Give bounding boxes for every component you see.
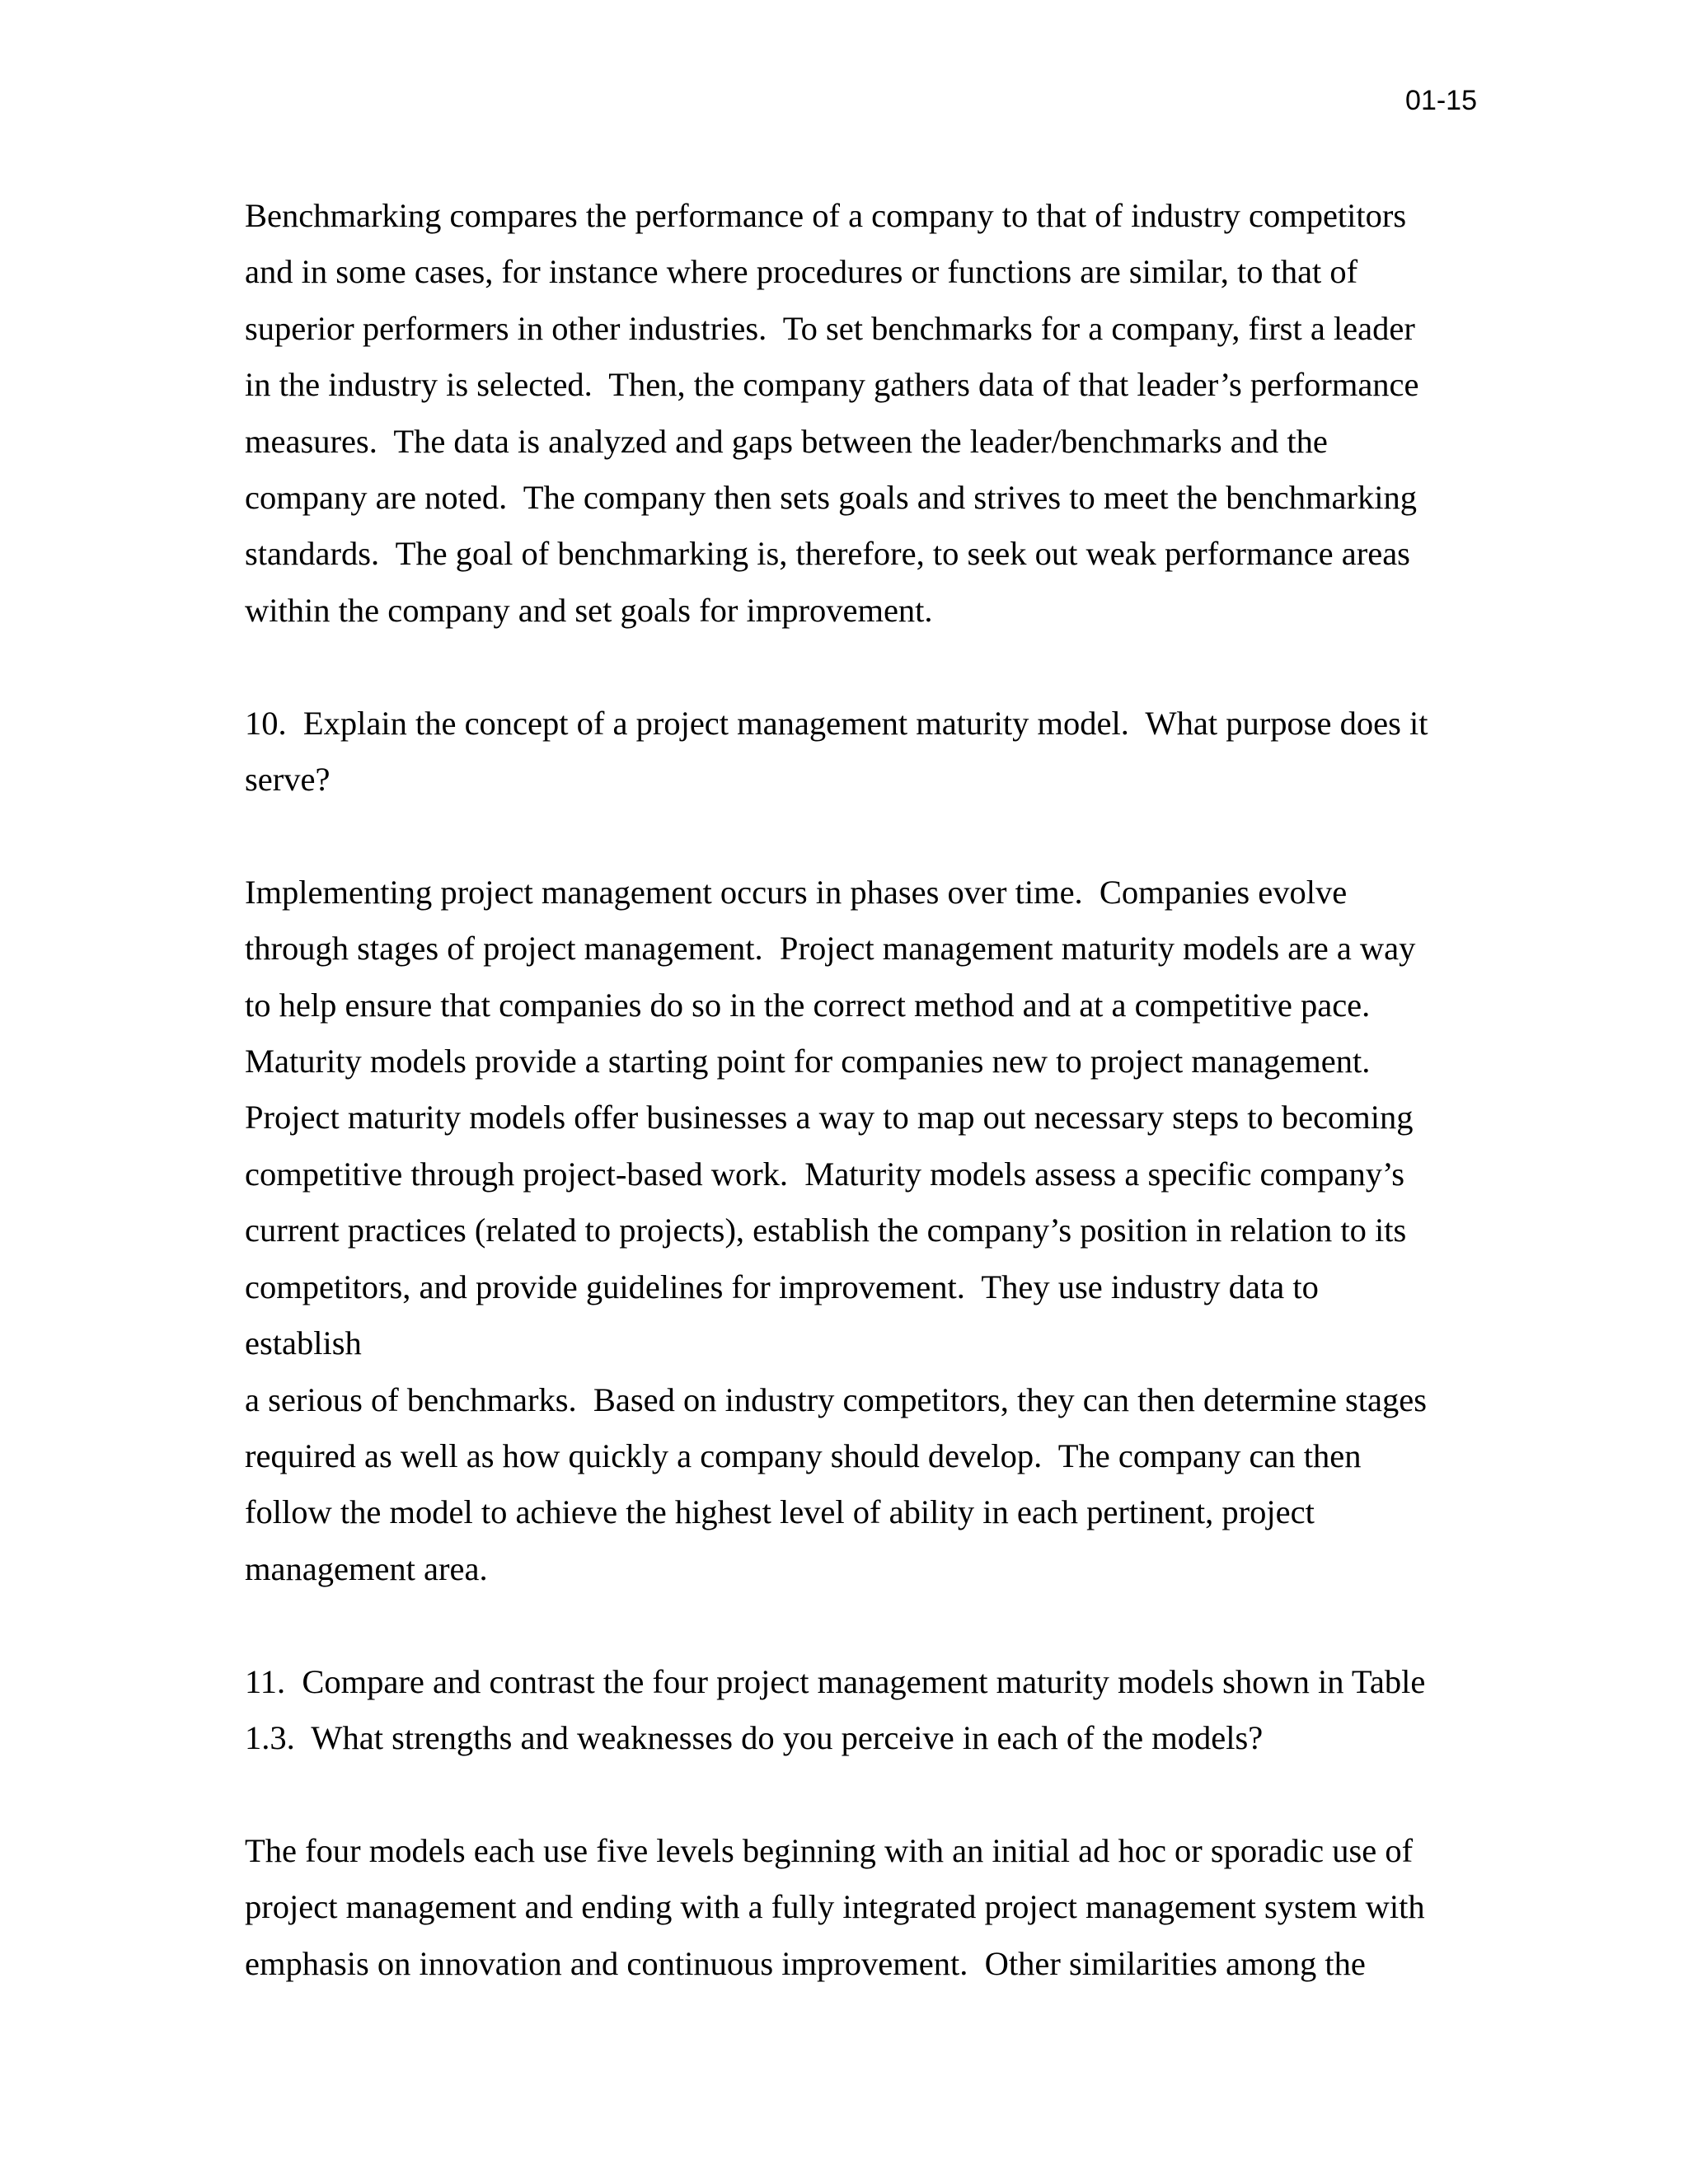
paragraph-benchmarking-answer: Benchmarking compares the performance of a company to that of industry competitors and in some cases, for instance where procedures or functions are similar, to that of superior performers in other industries. To set benchmarks for a company, first a leader in the industry is selected. Then, the company gathers data of that leader’s performance measures. The data is analyzed and gaps between the leader/benchmarks and the company are noted. The company then sets goals and strives to meet the benchmarking standards. The goal of benchmarking is, therefore, to seek out weak performance areas within the company and set goals for improvement. (245, 197, 1419, 629)
paragraph-maturity-model-answer: Implementing project management occurs in phases over time. Companies evolve through stages of project management. Project management maturity models are a way to help ensure that companies do so in the correct method and at a competitive pace. Maturity models provide a starting point for companies new to project management. Project maturity models offer businesses a way to map out necessary steps to becoming competitive through project-based work. Maturity models assess a specific company’s current practices (related to projects), establish the company’s position in relation to its competitors, and provide guidelines for improvement. They use industry data to establish a serious of benchmarks. Based on industry competitors, they can then determine stages required as well as how quickly a company should develop. The company can then follow the model to achieve the highest level of ability in each pertinent, project management area. (245, 873, 1427, 1587)
question-10: 10. Explain the concept of a project management maturity model. What purpose does it serve? (245, 704, 1428, 799)
body-text (245, 188, 1440, 1992)
paragraph-four-models-answer: The four models each use five levels beginning with an initial ad hoc or sporadic use of project management and ending with a fully integrated project management system with emphasis on innovation and continuous improvement. Other similarities among the (245, 1831, 1425, 1982)
page-number: 01-15 (1405, 85, 1477, 116)
question-11: 11. Compare and contrast the four project management maturity models shown in Table 1.3. What strengths and weaknesses do you perceive in each of the models? (245, 1662, 1426, 1756)
